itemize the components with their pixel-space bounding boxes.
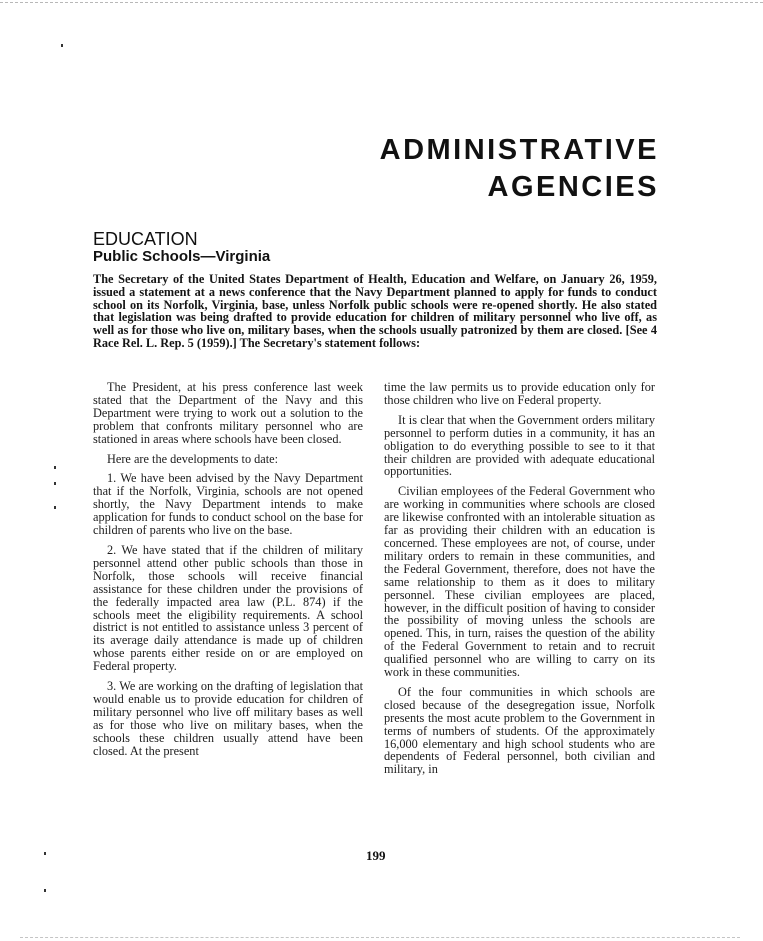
right-column — [384, 381, 655, 783]
paragraph-continued: time the law permits us to provide education only for those children who live on Federal property. — [384, 380, 655, 407]
paragraph: It is clear that when the Government orders military personnel to perform duties in a community, it has an obligation to do everything possible to see to it that their children are provided with adequate educational opportunities. — [384, 412, 655, 479]
subsection-title: Public Schools—Virginia — [93, 248, 271, 265]
scan-speck — [54, 506, 56, 509]
scan-speck — [44, 852, 46, 855]
paragraph: Of the four communities in which schools are closed because of the desegregation issue, Norfolk presents the most acute problem to the Government in terms of numbers of students. Of the approximately 16,000 elementary and high school students who are dependents of Federal personnel, both civilian and military, in — [384, 684, 655, 777]
left-column — [93, 381, 363, 764]
scan-speck — [54, 466, 56, 469]
paragraph: 3. We are working on the drafting of legislation that would enable us to provide education for children of military personnel who live off military bases as well as for those who live on military bases, when the schools these children usually attend have been closed. At the present — [93, 679, 363, 758]
scan-speck — [61, 44, 63, 47]
scan-bottom-edge — [20, 937, 740, 938]
chapter-heading-line-1: ADMINISTRATIVE — [379, 134, 659, 166]
paragraph: Here are the developments to date: — [107, 451, 279, 466]
page-number: 199 — [366, 848, 386, 863]
section-title: EDUCATION — [93, 229, 198, 249]
chapter-heading-line-2: AGENCIES — [487, 171, 659, 203]
paragraph: Civilian employees of the Federal Government who are working in communities where schools are closed are likewise confronted with an intolerable situation as far as providing their children with an education is concerned. These employees are not, of course, under military orders to remain in these communities, and the Federal Government, therefore, does not have the same relationship to them as it does to military personnel. These civilian employees are placed, however, in the difficult position of having to consider the possibility of moving unless the schools are opened. This, in turn, raises the question of the ability of the Federal Government to retain and to recruit qualified personnel who are willing to carry on its work in these communities. — [384, 484, 655, 680]
chapter-heading — [380, 132, 659, 206]
headnote-summary: The Secretary of the United States Department of Health, Education and Welfare, on January 26, 1959, issued a statement at a news conference that the Navy Department planned to apply for funds to conduct school on its Norfolk, Virginia, base, unless Norfolk public schools were re-opened shortly. He also stated that legislation was being drafted to provide education for children of military personnel who live off, as well as for those who live on, military bases, when the schools usually patronized by them are closed. [See 4 Race Rel. L. Rep. 5 (1959).] The Secretary's statement follows: — [93, 272, 657, 350]
paragraph: The President, at his press conference last week stated that the Department of the Navy and this Department were trying to work out a solution to the problem that confronts military personnel who are stationed in areas where schools have been closed. — [93, 380, 363, 446]
paragraph: 2. We have stated that if the children of military personnel attend other public schools than those in Norfolk, those schools will receive financial assistance for these children under the provisions of the federally impacted area law (P.L. 874) if the schools meet the eligibility requirements. A school district is not entitled to assistance unless 3 percent of its average daily attendance is made up of children whose parents either reside on or are employed on Federal property. — [93, 542, 363, 674]
scan-speck — [44, 889, 46, 892]
paragraph: 1. We have been advised by the Navy Department that if the Norfolk, Virginia, schools are not opened shortly, the Navy Department intends to make application for funds to conduct school on the base for children of parents who live on the base. — [93, 471, 363, 538]
scan-speck — [54, 482, 56, 485]
scan-top-edge — [0, 2, 763, 3]
